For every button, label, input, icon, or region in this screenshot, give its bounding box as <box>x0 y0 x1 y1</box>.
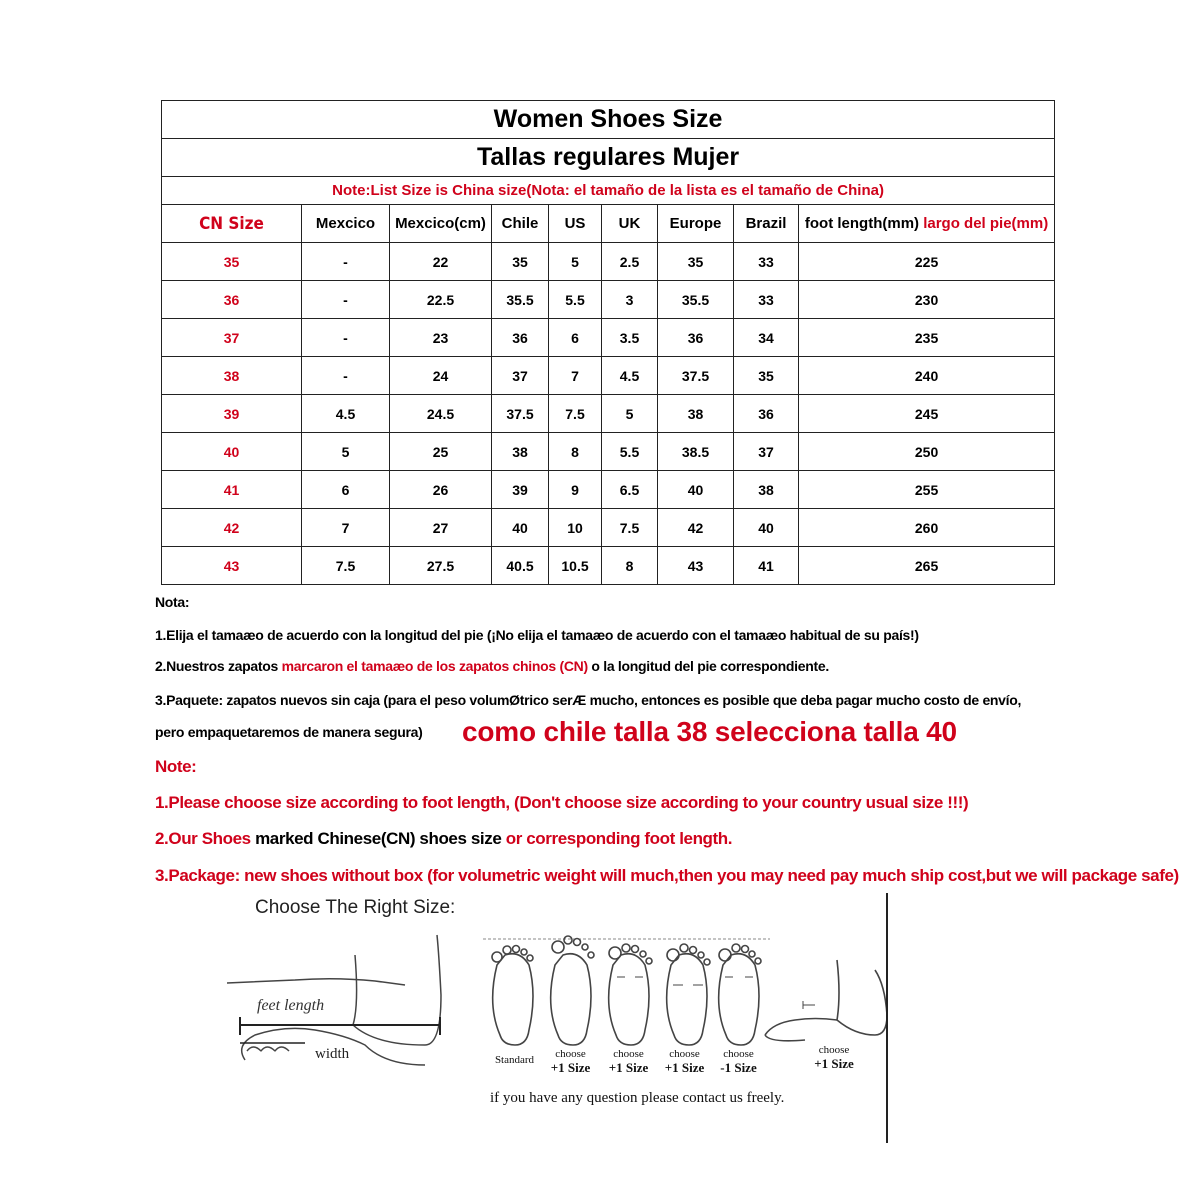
label-choose-4 <box>711 1047 766 1076</box>
label-choose-3-top: choose <box>669 1048 700 1060</box>
size-cell: 36 <box>658 319 734 357</box>
foot-plus1-c-icon <box>667 944 710 1045</box>
table-row <box>162 395 1055 433</box>
size-cell: 38 <box>492 433 549 471</box>
size-cell: 41 <box>734 547 799 585</box>
size-cell: 3 <box>602 281 658 319</box>
note-line-2b: marked Chinese(CN) shoes size <box>255 829 502 848</box>
size-cell: 43 <box>658 547 734 585</box>
size-cell: 40 <box>492 509 549 547</box>
size-rows <box>162 243 1055 585</box>
label-choose-2 <box>601 1047 656 1076</box>
size-cell: 26 <box>390 471 492 509</box>
size-cell: 230 <box>799 281 1055 319</box>
table-row <box>162 243 1055 281</box>
size-cell: 5 <box>602 395 658 433</box>
label-choose-5-bottom: +1 Size <box>814 1056 854 1071</box>
size-cell: 8 <box>602 547 658 585</box>
table-title-es: Tallas regulares Mujer <box>162 139 1055 177</box>
label-choose-4-top: choose <box>723 1048 754 1060</box>
note-line-3: 3.Package: new shoes without box (for volumetric weight will much,then you may need pay much ship cost,but we will package safe) <box>155 866 1179 885</box>
size-cell: 22 <box>390 243 492 281</box>
header-mexico: Mexcico <box>302 205 390 243</box>
nota-line-3: 3.Paquete: zapatos nuevos sin caja (para el peso volumØtrico serÆ mucho, entonces es posible que deba pagar mucho costo de envío, <box>155 692 1022 708</box>
size-cell: 33 <box>734 243 799 281</box>
table-row <box>162 509 1055 547</box>
label-choose-5 <box>805 1043 863 1072</box>
size-cell: 240 <box>799 357 1055 395</box>
table-row <box>162 357 1055 395</box>
table-row <box>162 319 1055 357</box>
size-cell: 27.5 <box>390 547 492 585</box>
nota-line-1: 1.Elija el tamaæo de acuerdo con la longitud del pie (¡No elija el tamaæo de acuerdo con el tamaæo habitual de su país!) <box>155 627 919 643</box>
header-uk: UK <box>602 205 658 243</box>
header-cn-size: CN Size <box>162 205 302 243</box>
note-line-1: 1.Please choose size according to foot length, (Don't choose size according to your country usual size !!!) <box>155 793 969 812</box>
note-heading: Note: <box>155 757 197 776</box>
size-cell: 7.5 <box>602 509 658 547</box>
size-cell: 36 <box>492 319 549 357</box>
label-choose-3-bottom: +1 Size <box>664 1060 705 1075</box>
nota-line-2c: o la longitud del pie correspondiente. <box>587 658 829 674</box>
size-cell: 9 <box>549 471 602 509</box>
foot-standard-icon <box>492 946 533 1046</box>
size-cell: 40 <box>734 509 799 547</box>
header-brazil: Brazil <box>734 205 799 243</box>
table-row <box>162 281 1055 319</box>
size-cell: 2.5 <box>602 243 658 281</box>
label-choose-1 <box>543 1047 598 1076</box>
feet-length-label: feet length <box>257 997 325 1014</box>
size-guide-diagram <box>225 895 890 1145</box>
size-cell: 7.5 <box>302 547 390 585</box>
size-cell: - <box>302 281 390 319</box>
header-foot-length-es: largo del pie(mm) <box>923 215 1049 232</box>
label-standard-top: Standard <box>494 1054 535 1066</box>
label-choose-1-top: choose <box>555 1048 586 1060</box>
nota-line-2b: marcaron el tamaæo de los zapatos chinos (CN) <box>281 658 588 674</box>
header-mexico-cm: Mexcico(cm) <box>390 205 492 243</box>
cn-size-cell: 35 <box>162 243 302 281</box>
size-cell: 36 <box>734 395 799 433</box>
size-cell: 35 <box>492 243 549 281</box>
size-cell: 235 <box>799 319 1055 357</box>
vertical-divider <box>886 893 888 1143</box>
size-cell: 3.5 <box>602 319 658 357</box>
foot-illustrations <box>225 895 890 1145</box>
label-choose-3 <box>657 1047 712 1076</box>
size-cell: 24 <box>390 357 492 395</box>
table-row <box>162 471 1055 509</box>
size-cell: 5.5 <box>602 433 658 471</box>
size-cell: 5 <box>549 243 602 281</box>
cn-size-cell: 42 <box>162 509 302 547</box>
size-cell: 27 <box>390 509 492 547</box>
note-line-2a: 2.Our Shoes <box>155 829 256 848</box>
size-cell: 4.5 <box>302 395 390 433</box>
size-cell: 37 <box>734 433 799 471</box>
size-cell: 38 <box>734 471 799 509</box>
size-cell: 10 <box>549 509 602 547</box>
guide-title: Choose The Right Size: <box>255 897 456 918</box>
nota-heading: Nota: <box>155 594 190 610</box>
size-table <box>161 100 1055 585</box>
size-cell: 7 <box>549 357 602 395</box>
label-choose-2-bottom: +1 Size <box>608 1060 649 1075</box>
foot-minus1-icon <box>719 944 761 1045</box>
size-cell: 24.5 <box>390 395 492 433</box>
note-line-2c: or corresponding foot length. <box>501 829 733 848</box>
size-cell: 23 <box>390 319 492 357</box>
foot-plus1-a-icon <box>551 936 594 1045</box>
size-cell: 25 <box>390 433 492 471</box>
size-cell: - <box>302 357 390 395</box>
size-cell: 225 <box>799 243 1055 281</box>
header-chile: Chile <box>492 205 549 243</box>
size-cell: 40 <box>658 471 734 509</box>
size-cell: 38 <box>658 395 734 433</box>
size-cell: 6 <box>302 471 390 509</box>
size-cell: 5.5 <box>549 281 602 319</box>
cn-size-cell: 38 <box>162 357 302 395</box>
label-choose-5-top: choose <box>818 1044 850 1056</box>
size-cell: 40.5 <box>492 547 549 585</box>
table-note: Note:List Size is China size(Nota: el tamaño de la lista es el tamaño de China) <box>162 177 1055 205</box>
size-cell: 37.5 <box>658 357 734 395</box>
cn-size-cell: 39 <box>162 395 302 433</box>
table-title-en: Women Shoes Size <box>162 101 1055 139</box>
size-cell: 250 <box>799 433 1055 471</box>
size-cell: 38.5 <box>658 433 734 471</box>
size-cell: 22.5 <box>390 281 492 319</box>
size-cell: 5 <box>302 433 390 471</box>
foot-side-gap-icon <box>765 960 887 1041</box>
chile-size-tip: como chile talla 38 selecciona talla 40 <box>462 716 957 747</box>
label-standard <box>487 1053 542 1067</box>
size-cell: 39 <box>492 471 549 509</box>
size-cell: 35.5 <box>492 281 549 319</box>
size-cell: - <box>302 243 390 281</box>
size-cell: 6 <box>549 319 602 357</box>
size-cell: 260 <box>799 509 1055 547</box>
size-cell: 35.5 <box>658 281 734 319</box>
cn-size-cell: 37 <box>162 319 302 357</box>
contact-text: if you have any question please contact us freely. <box>490 1090 785 1106</box>
table-row <box>162 547 1055 585</box>
size-cell: 35 <box>658 243 734 281</box>
header-foot-length-en: foot length(mm) <box>804 215 924 232</box>
foot-plus1-b-icon <box>609 944 652 1045</box>
size-cell: 34 <box>734 319 799 357</box>
size-cell: 245 <box>799 395 1055 433</box>
size-cell: 35 <box>734 357 799 395</box>
nota-line-2a: 2.Nuestros zapatos <box>155 658 282 674</box>
label-choose-2-top: choose <box>613 1048 644 1060</box>
header-row <box>162 205 1055 243</box>
size-cell: 37 <box>492 357 549 395</box>
nota-line-2 <box>155 658 829 674</box>
size-cell: 7 <box>302 509 390 547</box>
nota-line-4: pero empaquetaremos de manera segura) <box>155 724 423 740</box>
cn-size-cell: 43 <box>162 547 302 585</box>
width-label: width <box>315 1046 350 1062</box>
header-europe: Europe <box>658 205 734 243</box>
header-foot-length <box>799 205 1055 243</box>
size-cell: 255 <box>799 471 1055 509</box>
header-us: US <box>549 205 602 243</box>
cn-size-cell: 40 <box>162 433 302 471</box>
size-cell: 42 <box>658 509 734 547</box>
size-cell: 6.5 <box>602 471 658 509</box>
note-line-2 <box>155 829 732 849</box>
size-cell: 33 <box>734 281 799 319</box>
label-choose-1-bottom: +1 Size <box>550 1060 591 1075</box>
size-cell: 7.5 <box>549 395 602 433</box>
cn-size-cell: 41 <box>162 471 302 509</box>
size-cell: 4.5 <box>602 357 658 395</box>
cn-size-cell: 36 <box>162 281 302 319</box>
size-cell: 265 <box>799 547 1055 585</box>
size-cell: - <box>302 319 390 357</box>
size-cell: 10.5 <box>549 547 602 585</box>
table-row <box>162 433 1055 471</box>
size-cell: 8 <box>549 433 602 471</box>
size-cell: 37.5 <box>492 395 549 433</box>
label-choose-4-bottom: -1 Size <box>720 1060 757 1075</box>
